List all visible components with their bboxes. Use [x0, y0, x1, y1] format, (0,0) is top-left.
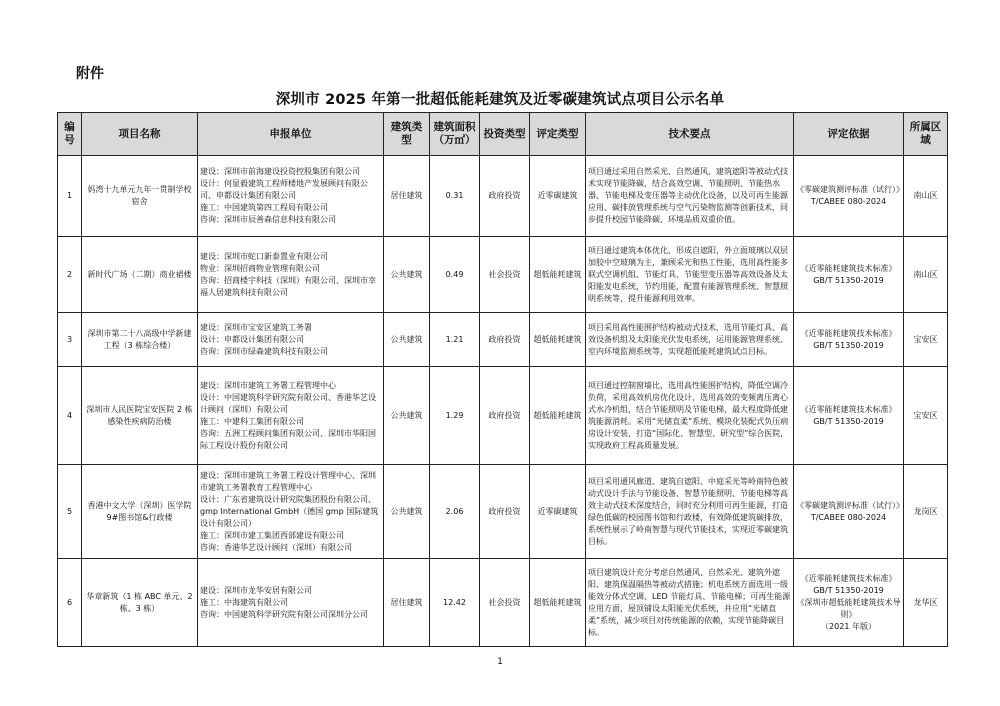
- basis-line: 《近零能耗建筑技术标准》: [800, 328, 897, 338]
- cell-units: [198, 237, 384, 313]
- cell-district: 宝安区: [904, 367, 948, 465]
- cell-tech: 项目建筑设计充分考虑自然通风、自然采光、建筑外遮阳、建筑保温隔热等被动式措施；机电系统方面选用一级能效分体式空调、LED 节能灯具、节能电梯；可再生能源应用方面，屋顶铺设太阳能光伏系统，并应用“光储直柔”系统，减少项目对传统能源的依赖，实现节能降碳目标。: [586, 559, 794, 647]
- header-area-line2: （万㎡）: [433, 134, 476, 146]
- cell-rating-type: 超低能耗建筑: [530, 559, 586, 647]
- unit-line: 咨询：五洲工程顾问集团有限公司、深圳市华阳国际工程设计股份有限公司: [200, 428, 376, 450]
- unit-line: 设计：申都设计集团有限公司: [200, 334, 304, 344]
- unit-line: 咨询：招商楼宇科技（深圳）有限公司、深圳市幸福人居建筑科技有限公司: [200, 275, 376, 297]
- header-rating-type: 评定类型: [530, 113, 586, 156]
- basis-line: GB/T 51350-2019: [813, 585, 884, 595]
- cell-investment-type: 政府投资: [480, 367, 530, 465]
- header-building-type: 建筑类型: [384, 113, 430, 156]
- cell-building-type: 居住建筑: [384, 559, 430, 647]
- header-unit: 申报单位: [198, 113, 384, 156]
- cell-basis: [794, 367, 904, 465]
- cell-rating-type: 超低能耗建筑: [530, 367, 586, 465]
- basis-line: 《深圳市超低能耗建筑技术导则》: [796, 597, 901, 619]
- basis-line: GB/T 51350-2019: [813, 340, 884, 350]
- cell-investment-type: 政府投资: [480, 465, 530, 559]
- unit-line: 设计：何显毅建筑工程师楼地产发展顾问有限公司、申都设计集团有限公司: [200, 179, 368, 200]
- cell-building-type: 居住建筑: [384, 156, 430, 237]
- cell-district: 宝安区: [904, 313, 948, 367]
- cell-area: 12.42: [430, 559, 480, 647]
- basis-line: 《近零能耗建筑技术标准》: [800, 404, 897, 414]
- header-no: 编号: [58, 113, 82, 156]
- cell-building-type: 公共建筑: [384, 367, 430, 465]
- cell-area: 1.21: [430, 313, 480, 367]
- table-row: [58, 465, 948, 559]
- cell-no: 4: [58, 367, 82, 465]
- cell-tech: 项目通过采用自然采光、自然通风、建筑遮阳等被动式技术实现节能降碳，结合高效空调、节能照明、节能热水器、节能电梯及变压器等主动优化设备，以及可再生能源应用、碳排放管理系统与空气污染物监测等创新技术，同步提升校园节能降碳、环境品质双重价值。: [586, 156, 794, 237]
- cell-basis: [794, 313, 904, 367]
- header-area-line1: 建筑面积: [433, 121, 476, 133]
- basis-line: T/CABEE 080-2024: [810, 197, 887, 206]
- header-tech: 技术要点: [586, 113, 794, 156]
- basis-line: GB/T 51350-2019: [813, 416, 884, 426]
- header-name: 项目名称: [82, 113, 198, 156]
- cell-project-name: 华章新筑（1 栋 ABC 单元、2 栋、3 栋）: [82, 559, 198, 647]
- unit-line: 施工：中国建筑第四工程局有限公司: [200, 203, 328, 212]
- page-number: 1: [497, 657, 503, 667]
- unit-line: 建设：深圳市蛇口新泰置业有限公司: [200, 251, 328, 261]
- cell-project-name: 妈湾十九单元九年一贯制学校宿舍: [82, 156, 198, 237]
- cell-district: 南山区: [904, 237, 948, 313]
- unit-line: 施工：中海建筑有限公司: [200, 597, 288, 607]
- table-row: [58, 237, 948, 313]
- cell-basis: [794, 156, 904, 237]
- document-title: 深圳市 2025 年第一批超低能耗建筑及近零碳建筑试点项目公示名单: [275, 92, 725, 108]
- table-row: [58, 559, 948, 647]
- cell-no: 3: [58, 313, 82, 367]
- basis-line: 《近零能耗建筑技术标准》: [800, 263, 897, 273]
- cell-area: 1.29: [430, 367, 480, 465]
- cell-basis: [794, 237, 904, 313]
- cell-district: 龙华区: [904, 559, 948, 647]
- unit-line: 建设：深圳市前海建设投资控股集团有限公司: [200, 167, 360, 176]
- cell-units: [198, 367, 384, 465]
- cell-tech: 项目采用高性能围护结构被动式技术，选用节能灯具、高效设备机组及太阳能光伏发电系统，运用能源管理系统、室内环境监测系统等，实现超低能耗建筑试点目标。: [586, 313, 794, 367]
- cell-units: [198, 559, 384, 647]
- basis-line: （2021 年版）: [821, 621, 876, 631]
- header-basis: 评定依据: [794, 113, 904, 156]
- unit-line: 咨询：深圳市辰善森信息科技有限公司: [200, 215, 336, 224]
- cell-building-type: 公共建筑: [384, 237, 430, 313]
- table-row: [58, 367, 948, 465]
- unit-line: 物业：深圳招商物业管理有限公司: [200, 263, 320, 273]
- unit-line: 建设：深圳市建筑工务署工程设计管理中心、深圳市建筑工务署教育工程管理中心: [200, 470, 376, 492]
- header-district: 所属区域: [904, 113, 948, 156]
- unit-line: 施工：中建科工集团有限公司: [200, 416, 304, 426]
- unit-line: 设计：广东省建筑设计研究院集团股份有限公司、gmp International GmbH（德国 gmp 国际建筑设计有限公司）: [200, 494, 379, 528]
- cell-project-name: 深圳市第二十八高级中学新建工程（3 栋综合楼）: [82, 313, 198, 367]
- cell-tech: 项目通过建筑本体优化，形成自遮阳，外立面玻璃以双层加胶中空玻璃为主，兼顾采光和热工性能，选用高性能多联式空调机组、节能灯具、节能型变压器等高效设备及太阳能发电系统，节约用能，配置有能源管理系统、智慧照明系统等，提升能源利用效率。: [586, 237, 794, 313]
- basis-line: 《近零能耗建筑技术标准》: [800, 573, 897, 583]
- unit-line: 施工：深圳市建工集团西部建设有限公司: [200, 530, 344, 540]
- cell-building-type: 公共建筑: [384, 465, 430, 559]
- cell-no: 5: [58, 465, 82, 559]
- unit-line: 建设：深圳市龙华安居有限公司: [200, 585, 312, 595]
- cell-area: 2.06: [430, 465, 480, 559]
- cell-project-name: 新时代广场（二期）商业裙楼: [82, 237, 198, 313]
- basis-line: T/CABEE 080-2024: [810, 512, 887, 522]
- cell-no: 6: [58, 559, 82, 647]
- cell-no: 2: [58, 237, 82, 313]
- header-area: [430, 113, 480, 156]
- unit-line: 设计：中国建筑科学研究院有限公司、香港华艺设计顾问（深圳）有限公司: [200, 392, 376, 414]
- table-row: [58, 313, 948, 367]
- cell-basis: [794, 559, 904, 647]
- cell-investment-type: 政府投资: [480, 156, 530, 237]
- cell-investment-type: 社会投资: [480, 559, 530, 647]
- cell-units: [198, 313, 384, 367]
- basis-line: 《零碳建筑测评标准（试行）》: [796, 500, 904, 510]
- header-investment-type: 投资类型: [480, 113, 530, 156]
- table-row: [58, 156, 948, 237]
- cell-area: 0.31: [430, 156, 480, 237]
- cell-rating-type: 近零碳建筑: [530, 156, 586, 237]
- project-table: [57, 112, 948, 647]
- cell-units: [198, 465, 384, 559]
- cell-area: 0.49: [430, 237, 480, 313]
- appendix-label: 附件: [76, 66, 104, 82]
- cell-district: 龙岗区: [904, 465, 948, 559]
- unit-line: 咨询：香港华艺设计顾问（深圳）有限公司: [200, 542, 352, 552]
- unit-line: 建设：深圳市建筑工务署工程管理中心: [200, 380, 336, 390]
- basis-line: 《零碳建筑测评标准（试行）》: [796, 185, 904, 194]
- cell-basis: [794, 465, 904, 559]
- cell-tech: 项目采用通风廊道、建筑自遮阳、中庭采光等岭南特色被动式设计手法与节能设备、智慧节能照明、节能电梯等高效主动式技术深度结合，同时充分利用可再生能源，打造绿色低碳的校园图书馆和行政楼，有效降低建筑碳排放，系统性展示了岭南智慧与现代节能技术，实现近零碳建筑目标。: [586, 465, 794, 559]
- unit-line: 咨询：中国建筑科学研究院有限公司深圳分公司: [200, 609, 368, 619]
- unit-line: 建设：深圳市宝安区建筑工务署: [200, 322, 312, 332]
- cell-units: [198, 156, 384, 237]
- unit-line: 咨询：深圳市绿森建筑科技有限公司: [200, 346, 328, 356]
- cell-rating-type: 超低能耗建筑: [530, 237, 586, 313]
- cell-district: 南山区: [904, 156, 948, 237]
- cell-rating-type: 近零碳建筑: [530, 465, 586, 559]
- basis-line: GB/T 51350-2019: [813, 275, 884, 285]
- cell-rating-type: 超低能耗建筑: [530, 313, 586, 367]
- cell-no: 1: [58, 156, 82, 237]
- cell-building-type: 公共建筑: [384, 313, 430, 367]
- header-row: [58, 113, 948, 156]
- cell-project-name: 香港中文大学（深圳）医学院 9#图书馆&行政楼: [82, 465, 198, 559]
- cell-investment-type: 社会投资: [480, 237, 530, 313]
- cell-tech: 项目通过控制窗墙比，选用高性能围护结构，降低空调冷负荷，采用高效机房优化设计，选用高效的变频离压离心式水冷机组，结合节能照明及节能电梯，最大程度降低建筑能源消耗。采用“光储直柔”系统、模块化装配式负压病房设计安装，打造“国际化、智慧型、研究型”综合医院，实现政府工程高质量发展。: [586, 367, 794, 465]
- cell-project-name: 深圳市人民医院宝安医院 2 栋感染性疾病防治楼: [82, 367, 198, 465]
- cell-investment-type: 政府投资: [480, 313, 530, 367]
